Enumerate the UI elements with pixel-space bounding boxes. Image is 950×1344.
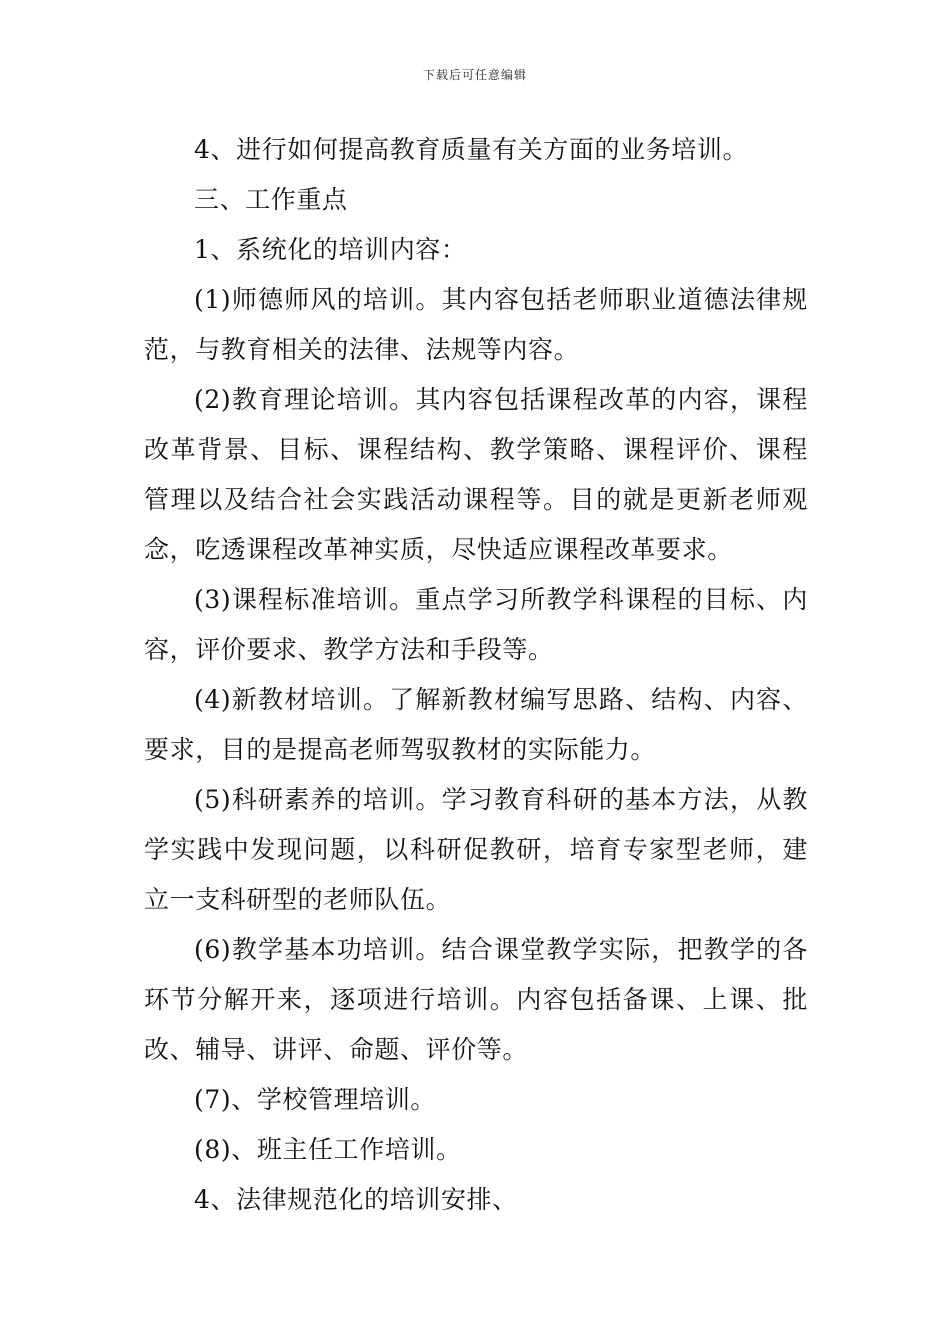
paragraph-training-arrangement: 4、法律规范化的培训安排、 bbox=[194, 1185, 518, 1214]
paragraph-theory-training: (2)教育理论培训。其内容包括课程改革的内容，课程改革背景、目标、课程结构、教学策略、课程评价、课程管理以及结合社会实践活动课程等。目的就是更新老师观念，吃透课程改革神实质，尽快适应课程改革要求。 bbox=[144, 385, 808, 564]
paragraph-curriculum-standard-training: (3)课程标准培训。重点学习所教学科课程的目标、内容，评价要求、教学方法和手段等。 bbox=[144, 585, 808, 664]
paragraph-school-management-training: (7)、学校管理培训。 bbox=[194, 1085, 437, 1114]
paragraph-research-training: (5)科研素养的培训。学习教育科研的基本方法，从教学实践中发现问题，以科研促教研，培育专家型老师，建立一支科研型的老师队伍。 bbox=[144, 785, 808, 914]
document-body bbox=[144, 125, 808, 1225]
header-note: 下载后可任意编辑 bbox=[422, 68, 527, 82]
paragraph-item-4-training: 4、进行如何提高教育质量有关方面的业务培训。 bbox=[194, 135, 749, 164]
subheading-systematic-training: 1、系统化的培训内容： bbox=[194, 235, 467, 264]
paragraph-class-teacher-training: (8)、班主任工作培训。 bbox=[194, 1135, 462, 1164]
paragraph-teaching-skills-training: (6)教学基本功培训。结合课堂教学实际，把教学的各环节分解开来，逐项进行培训。内容包括备课、上课、批改、辅导、讲评、命题、评价等。 bbox=[144, 935, 808, 1064]
paragraph-new-textbook-training: (4)新教材培训。了解新教材编写思路、结构、内容、要求，目的是提高老师驾驭教材的实际能力。 bbox=[144, 685, 808, 764]
section-heading-work-focus: 三、工作重点 bbox=[194, 185, 348, 214]
paragraph-ethics-training: (1)师德师风的培训。其内容包括老师职业道德法律规范，与教育相关的法律、法规等内容。 bbox=[144, 285, 808, 364]
